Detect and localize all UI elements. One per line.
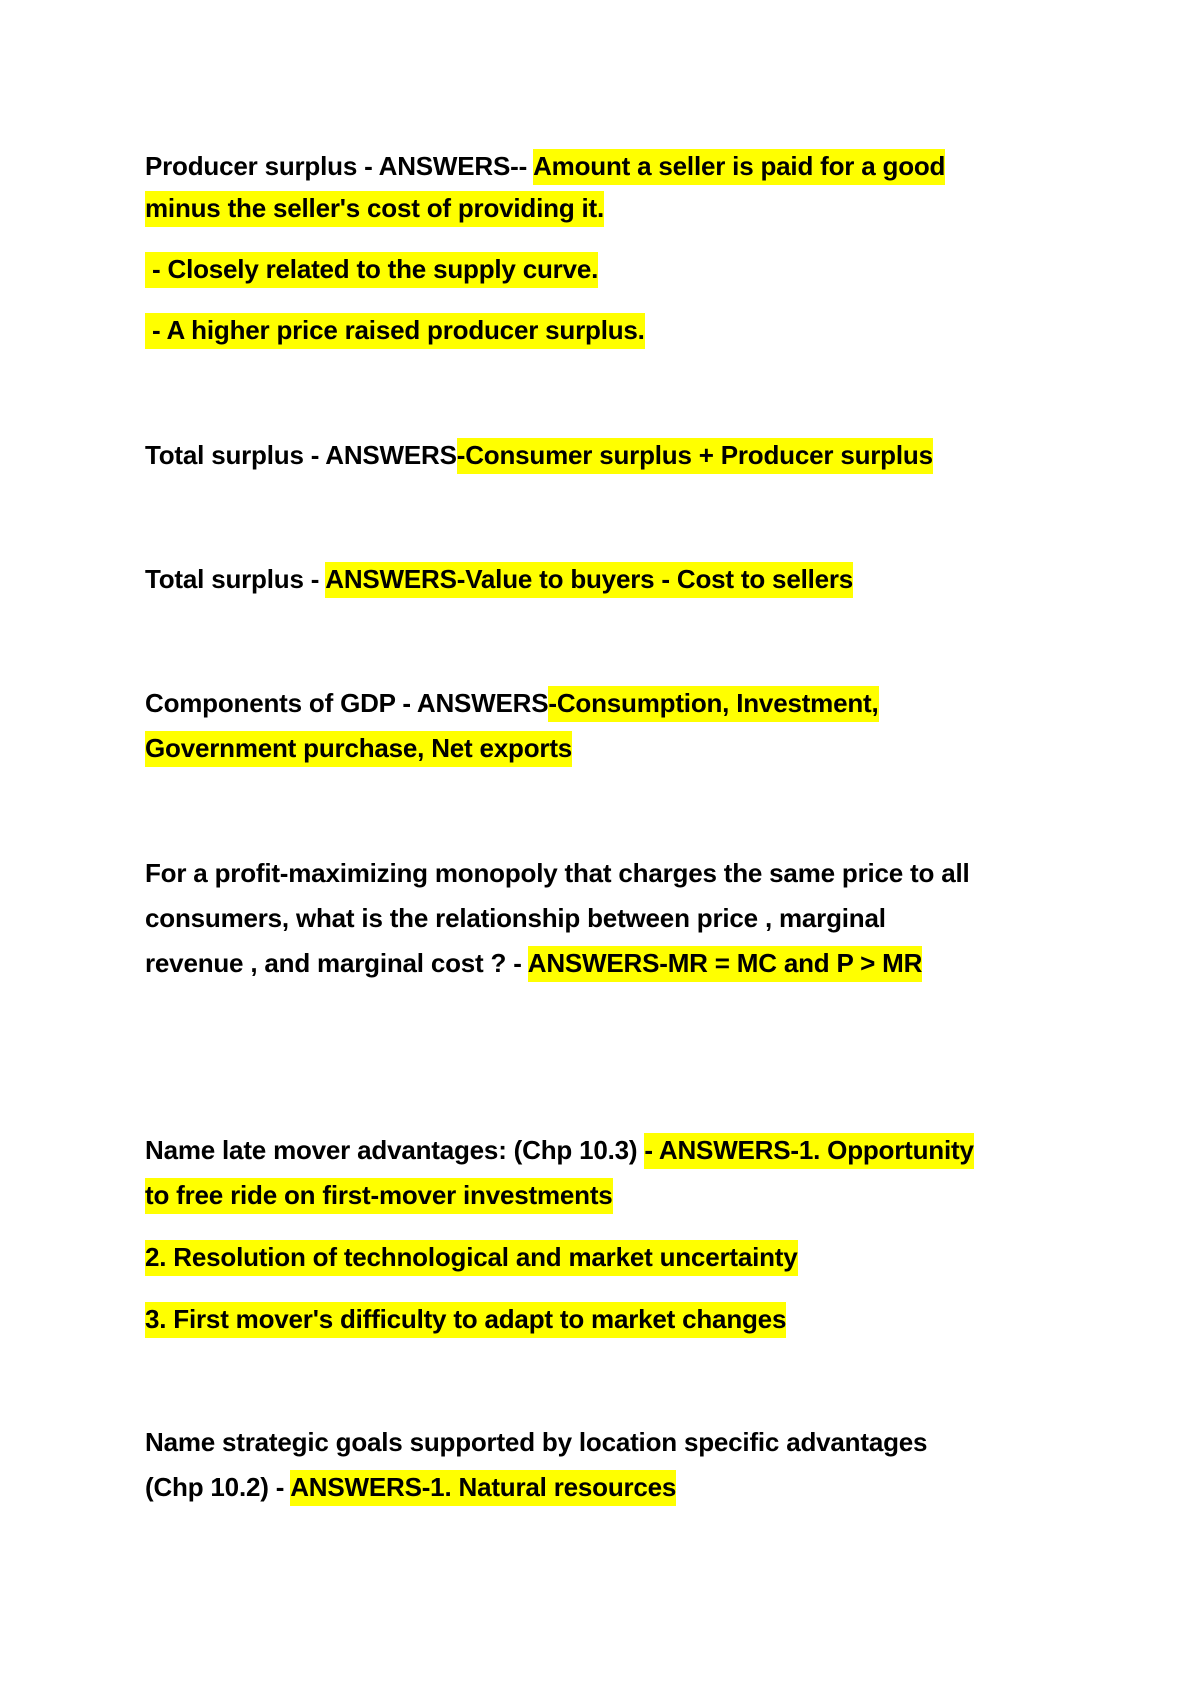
monopoly-line-1 bbox=[145, 852, 970, 894]
question-text: revenue , and marginal cost ? - bbox=[145, 948, 528, 978]
answer-highlight: minus the seller's cost of providing it. bbox=[145, 191, 604, 227]
question-text: For a profit-maximizing monopoly that charges the same price to all bbox=[145, 858, 970, 888]
question-text: Producer surplus - ANSWERS-- bbox=[145, 151, 534, 181]
question-text: Components of GDP - ANSWERS bbox=[145, 688, 549, 718]
answer-highlight: 2. Resolution of technological and market uncertainty bbox=[145, 1240, 798, 1276]
answer-highlight: -Consumer surplus + Producer surplus bbox=[457, 438, 933, 474]
gdp-components-line-1 bbox=[145, 682, 879, 724]
producer-surplus-line-1 bbox=[145, 145, 945, 187]
answer-highlight: - A higher price raised producer surplus. bbox=[145, 313, 645, 349]
question-text: Total surplus - bbox=[145, 564, 326, 594]
answer-highlight: - ANSWERS-1. Opportunity bbox=[644, 1133, 973, 1169]
late-mover-line-4 bbox=[145, 1298, 786, 1340]
late-mover-line-3 bbox=[145, 1236, 798, 1278]
answer-highlight: ANSWERS-MR = MC and P > MR bbox=[528, 946, 922, 982]
answer-highlight: ANSWERS-Value to buyers - Cost to sellers bbox=[325, 562, 853, 598]
late-mover-line-1 bbox=[145, 1129, 974, 1171]
monopoly-line-2 bbox=[145, 897, 886, 939]
monopoly-line-3 bbox=[145, 942, 922, 984]
answer-highlight: 3. First mover's difficulty to adapt to market changes bbox=[145, 1302, 786, 1338]
question-text: Name strategic goals supported by location specific advantages bbox=[145, 1427, 928, 1457]
answer-highlight: Amount a seller is paid for a good bbox=[533, 149, 945, 185]
answer-highlight: ANSWERS-1. Natural resources bbox=[290, 1470, 676, 1506]
gdp-components-line-2 bbox=[145, 727, 572, 769]
late-mover-line-2 bbox=[145, 1174, 613, 1216]
total-surplus-line-1 bbox=[145, 434, 933, 476]
answer-highlight: -Consumption, Investment, bbox=[548, 686, 878, 722]
question-text: consumers, what is the relationship between price , marginal bbox=[145, 903, 886, 933]
location-advantages-line-2 bbox=[145, 1466, 676, 1508]
location-advantages-line-1 bbox=[145, 1421, 927, 1463]
answer-highlight: - Closely related to the supply curve. bbox=[145, 252, 598, 288]
answer-highlight: Government purchase, Net exports bbox=[145, 731, 572, 767]
question-text: (Chp 10.2) - bbox=[145, 1472, 291, 1502]
question-text: Total surplus - ANSWERS bbox=[145, 440, 457, 470]
question-text: Name late mover advantages: (Chp 10.3) bbox=[145, 1135, 645, 1165]
producer-surplus-line-3 bbox=[145, 248, 598, 290]
total-surplus-value-line-1 bbox=[145, 558, 853, 600]
answer-highlight: to free ride on first-mover investments bbox=[145, 1178, 613, 1214]
producer-surplus-line-4 bbox=[145, 309, 645, 351]
producer-surplus-line-2 bbox=[145, 187, 604, 229]
